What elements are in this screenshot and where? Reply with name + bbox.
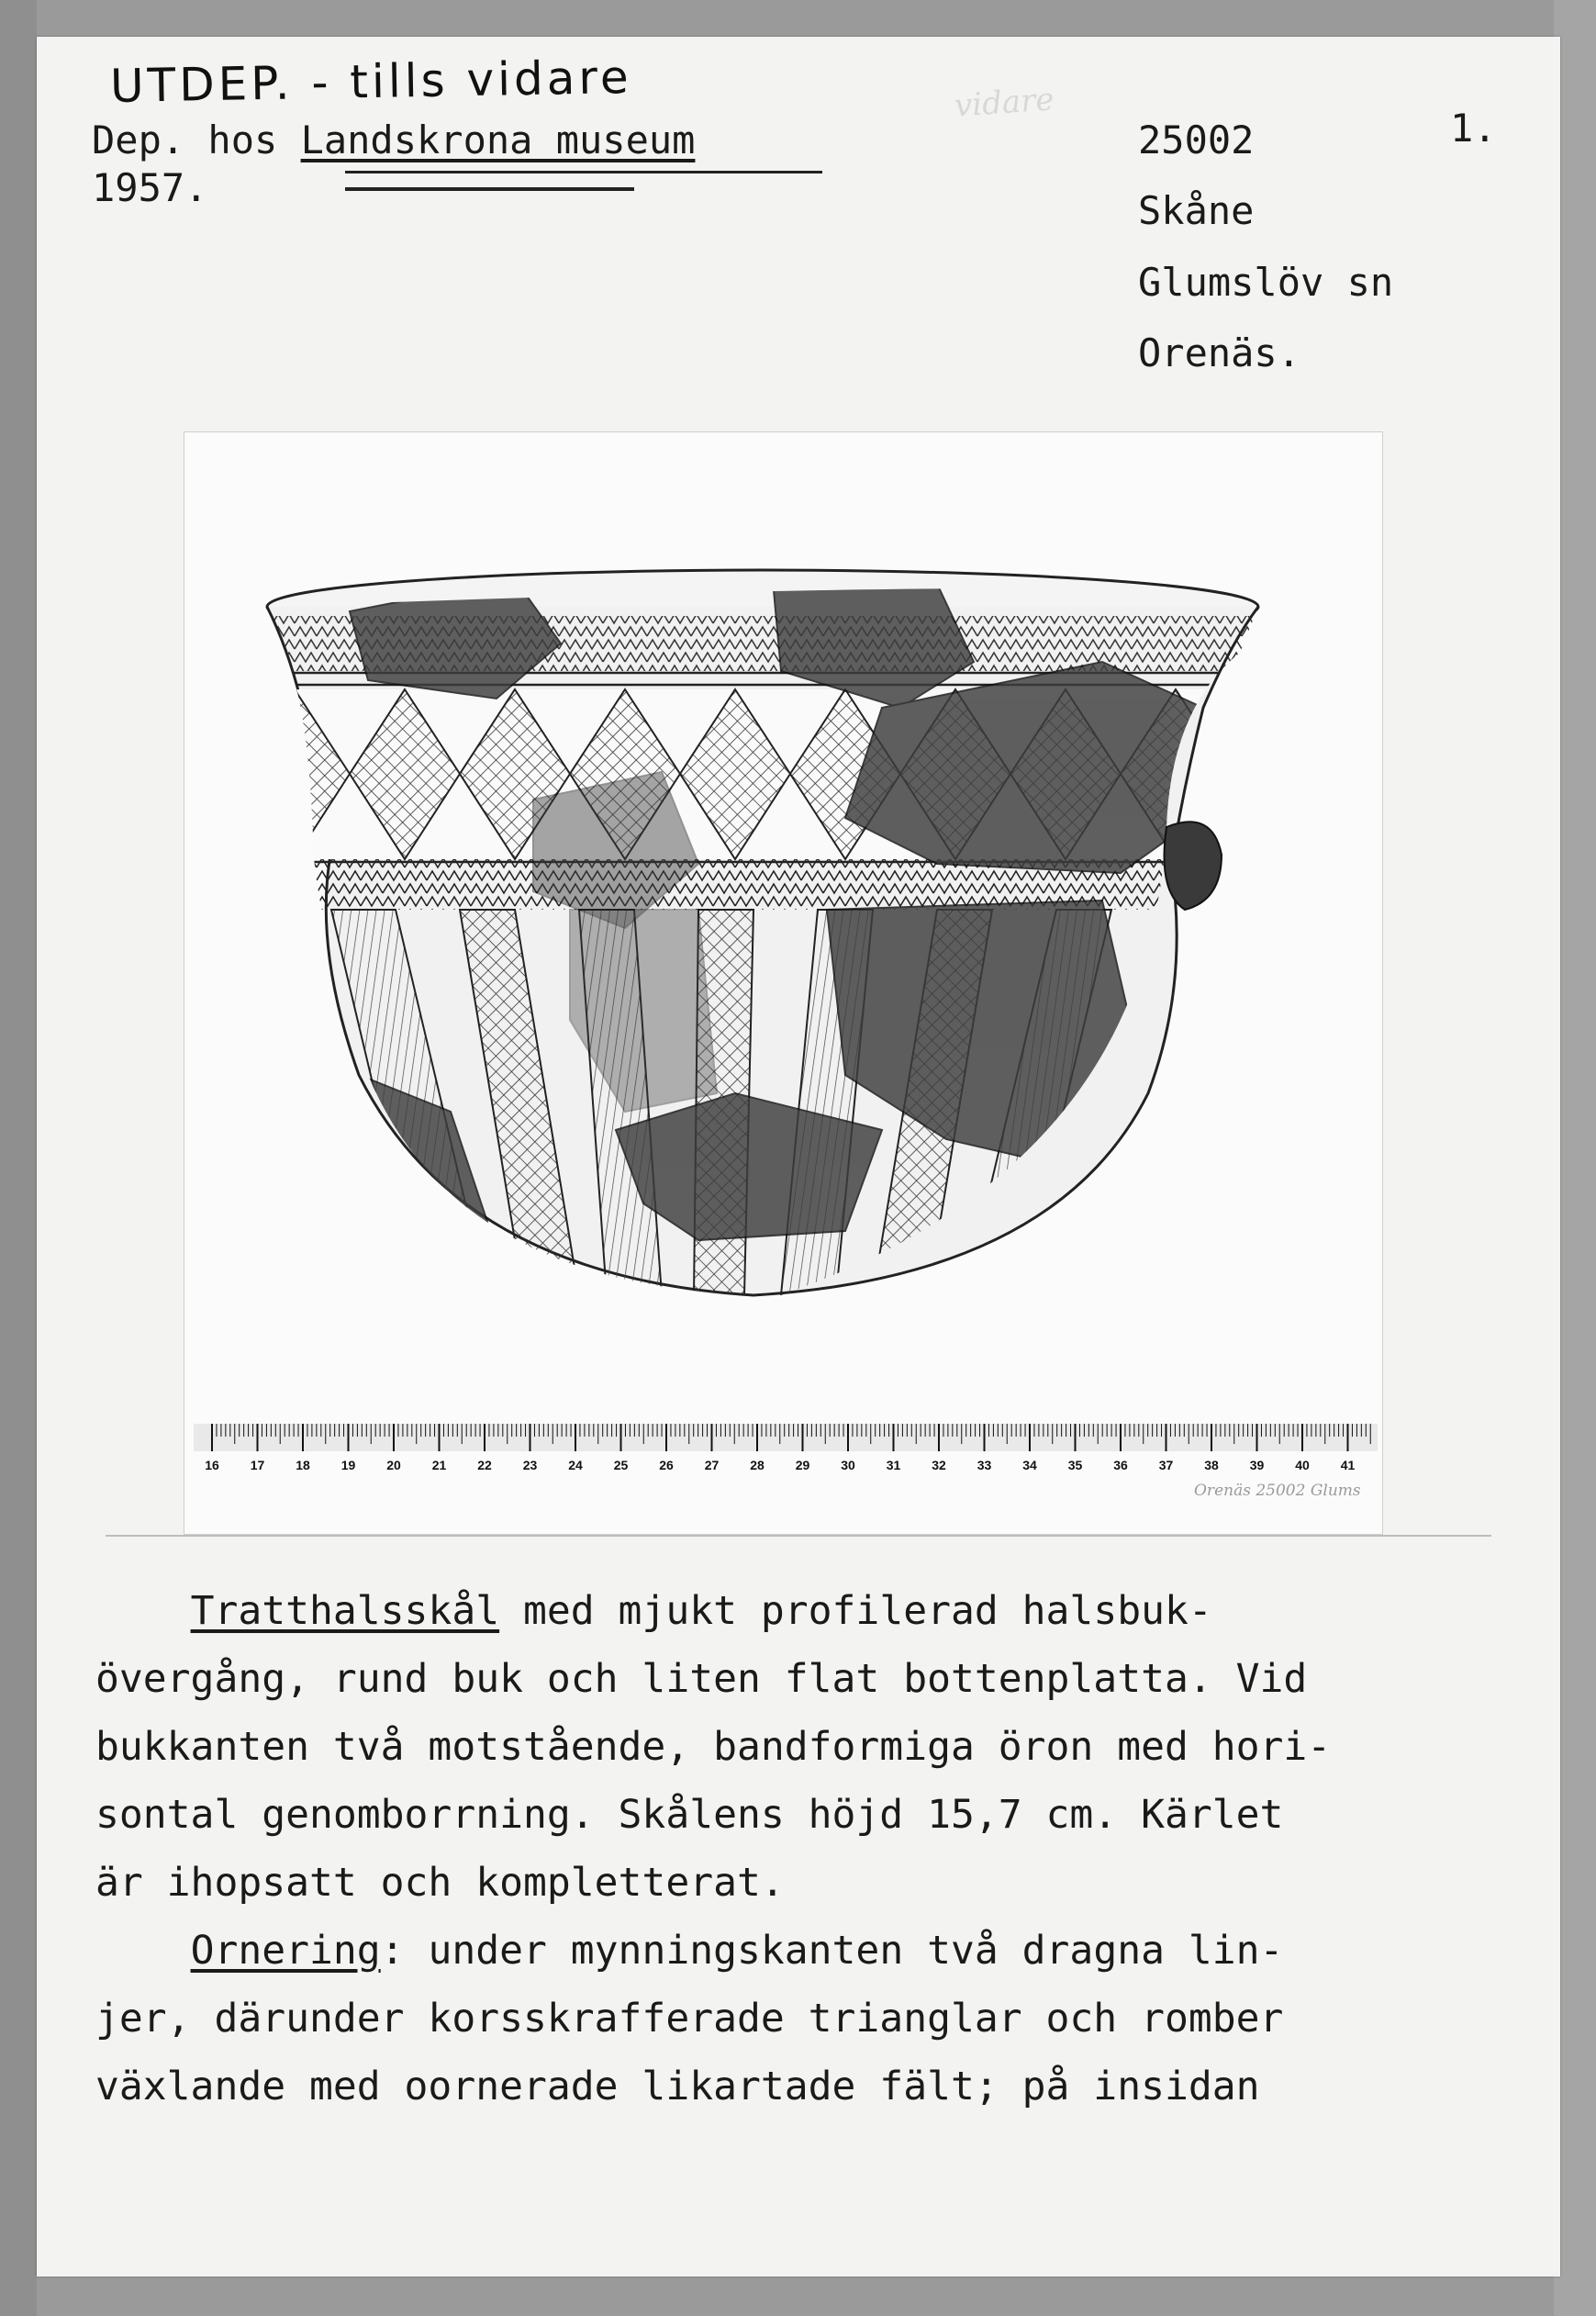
catalog-province: Skåne [1138,188,1255,233]
ruler-label: 19 [340,1458,356,1472]
section-divider [106,1535,1491,1537]
catalog-locality: Orenäs. [1138,330,1301,375]
vessel-photograph [184,431,1383,1535]
deposit-place: Landskrona museum [300,117,696,162]
ornament-line-3: växlande med oornerade likartade fält; på insidan [95,2064,1260,2109]
ruler-label: 38 [1204,1458,1219,1472]
catalog-parish: Glumslöv sn [1138,260,1394,305]
term-tratthalsskal: Tratthalsskål [190,1588,500,1634]
ruler-label: 39 [1249,1458,1265,1472]
ruler-label: 26 [659,1458,674,1472]
description-line-3: bukkanten två motstående, bandformiga öron med hori- [95,1724,1332,1770]
ruler-annotation: Orenäs 25002 Glums [1194,1482,1361,1500]
deposit-double-underline [345,187,634,191]
ruler-label: 16 [205,1458,219,1472]
ruler-label: 17 [250,1458,265,1472]
description-line-5: är ihopsatt och kompletterat. [95,1860,785,1906]
deposit-prefix: Dep. hos [92,117,301,162]
ruler-label: 40 [1295,1458,1310,1472]
ruler-label: 20 [386,1458,401,1472]
ruler-label: 21 [431,1458,447,1472]
handwritten-note: UTDEP. - tills vidare [109,50,633,113]
ruler-label: 23 [522,1458,538,1472]
ruler-label: 41 [1340,1458,1356,1472]
ruler-label: 29 [795,1458,810,1472]
ruler-label: 28 [750,1458,765,1472]
deposit-year: 1957. [92,165,208,210]
ruler-label: 34 [1022,1458,1037,1472]
ruler-label: 27 [704,1458,720,1472]
ruler-label: 33 [977,1458,992,1472]
term-ornering: Ornering [190,1928,381,1974]
funnel-neck-bowl-drawing [184,432,1382,1534]
ruler-label: 31 [886,1458,901,1472]
background-left-edge [0,0,37,2316]
page-number: 1. [1450,106,1497,151]
deposit-line [92,117,695,162]
description-line-1: Tratthalsskål med mjukt profilerad halsbuk- [190,1588,1212,1634]
ruler-label: 32 [932,1458,946,1472]
faint-pencil-note: vidare [953,81,1055,125]
lug-handle [1165,822,1222,910]
ruler-label: 25 [613,1458,629,1472]
ruler-label: 36 [1113,1458,1128,1472]
ornament-line-1: Ornering: under mynningskanten två dragna lin- [190,1928,1284,1974]
ruler-label: 22 [477,1458,492,1472]
ruler-label: 30 [841,1458,855,1472]
deposit-underline [345,171,822,173]
ruler-label: 37 [1158,1458,1174,1472]
catalog-number: 25002 [1138,117,1255,162]
ruler-label: 24 [568,1458,583,1472]
ruler-label: 35 [1067,1458,1083,1472]
description-line-4: sontal genomborrning. Skålens höjd 15,7 cm. Kärlet [95,1792,1284,1838]
description-line-2: övergång, rund buk och liten flat bottenplatta. Vid [95,1656,1308,1702]
ruler-label: 18 [296,1458,310,1472]
ornament-line-2: jer, därunder korsskrafferade trianglar och romber [95,1996,1284,2042]
scale-ruler [194,1424,1378,1500]
